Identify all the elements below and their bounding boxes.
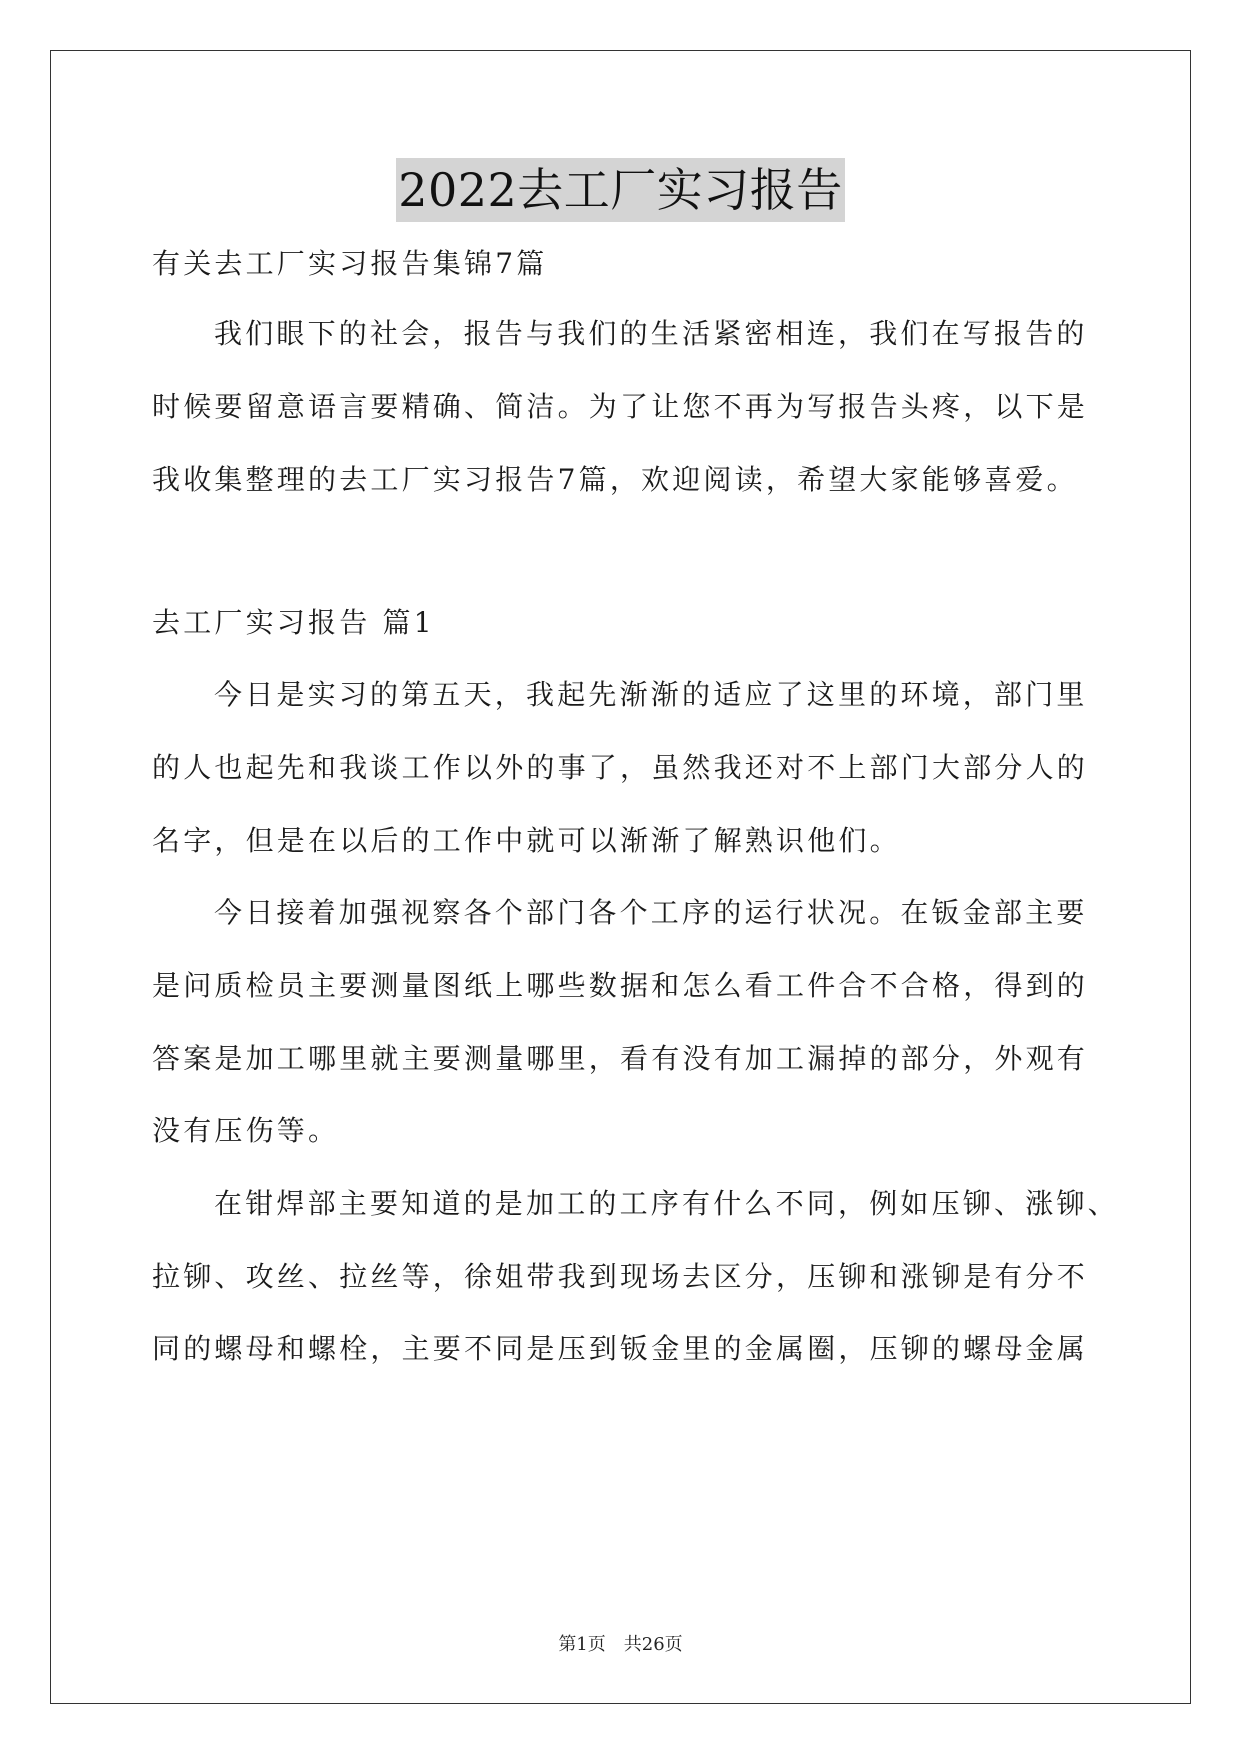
title-container <box>0 158 1241 222</box>
intro-line-2: 时候要留意语言要精确、简洁。为了让您不再为写报告头疼，以下是 <box>152 390 1089 423</box>
paragraph1-line-1: 今日是实习的第五天，我起先渐渐的适应了这里的环境，部门里 <box>214 678 1088 711</box>
page-border <box>50 50 1191 1704</box>
paragraph2-line-2: 是问质检员主要测量图纸上哪些数据和怎么看工件合不合格，得到的 <box>152 969 1089 1002</box>
document-title: 2022去工厂实习报告 <box>396 158 845 222</box>
paragraph3-line-1: 在钳焊部主要知道的是加工的工序有什么不同，例如压铆、涨铆、 <box>214 1187 1119 1220</box>
section-heading: 去工厂实习报告 篇1 <box>152 606 435 639</box>
intro-line-1: 我们眼下的社会，报告与我们的生活紧密相连，我们在写报告的 <box>214 317 1088 350</box>
paragraph1-line-2: 的人也起先和我谈工作以外的事了，虽然我还对不上部门大部分人的 <box>152 751 1089 784</box>
intro-line-3: 我收集整理的去工厂实习报告7篇，欢迎阅读，希望大家能够喜爱。 <box>152 463 1078 496</box>
page-number-footer: 第1页 共26页 <box>558 1634 683 1655</box>
document-subtitle: 有关去工厂实习报告集锦7篇 <box>152 247 548 280</box>
paragraph3-line-2: 拉铆、攻丝、拉丝等，徐姐带我到现场去区分，压铆和涨铆是有分不 <box>152 1260 1089 1293</box>
paragraph1-line-3: 名字，但是在以后的工作中就可以渐渐了解熟识他们。 <box>152 824 901 857</box>
paragraph3-line-3: 同的螺母和螺栓，主要不同是压到钣金里的金属圈，压铆的螺母金属 <box>152 1332 1089 1365</box>
paragraph2-line-4: 没有压伤等。 <box>152 1114 340 1147</box>
paragraph2-line-3: 答案是加工哪里就主要测量哪里，看有没有加工漏掉的部分，外观有 <box>152 1042 1089 1075</box>
paragraph2-line-1: 今日接着加强视察各个部门各个工序的运行状况。在钣金部主要 <box>214 896 1088 929</box>
